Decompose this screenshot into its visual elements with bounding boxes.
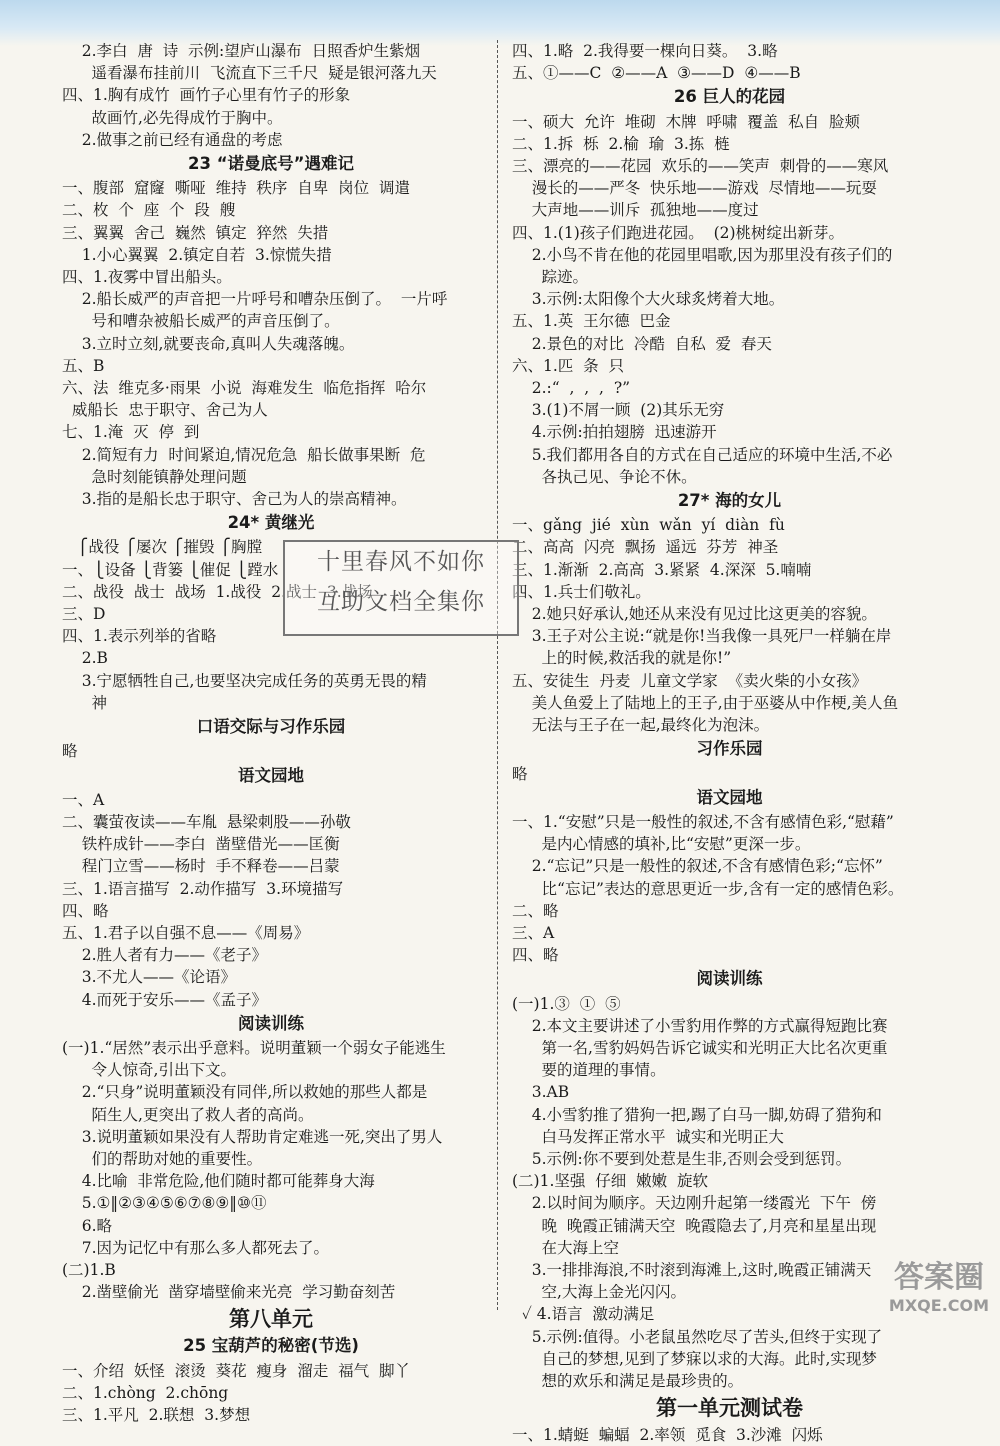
watermark-stamp	[283, 540, 519, 636]
section-heading: 26 巨人的花园	[673, 87, 786, 107]
section-heading: 第八单元	[229, 1307, 313, 1332]
answer-line: 三、1.平凡 2.联想 3.梦想	[62, 1405, 251, 1424]
answer-line: 4.而死于安乐——《孟子》	[62, 990, 267, 1009]
answer-line: 3.示例:太阳像个大火球炙烤着大地。	[512, 290, 785, 309]
answer-line: 5.示例:你不要到处惹是生非,否则会受到惩罚。	[512, 1149, 852, 1168]
answer-line: 5.①‖②③④⑤⑥⑦⑧⑨‖⑩⑪	[62, 1194, 267, 1213]
answer-line: 神	[62, 693, 108, 712]
answer-line: (二)1.坚强 仔细 嫩嫩 旋软	[512, 1172, 708, 1191]
site-logo	[884, 1260, 994, 1322]
answer-line: 2.做事之前已经有通盘的考虑	[62, 130, 283, 149]
answer-line: 无法与王子在一起,最终化为泡沫。	[512, 716, 770, 735]
answer-line: 2.“忘记”只是一般性的叙述,不含有感情色彩;“忘怀”	[512, 857, 883, 876]
answer-line: 3.说明董颖如果没有人帮助肯定难逃一死,突出了男人	[62, 1127, 443, 1146]
answer-line: 2.李白 唐 诗 示例:望庐山瀑布 日照香炉生紫烟	[62, 42, 421, 60]
answer-line: 5.示例:值得。小老鼠虽然吃尽了苦头,但终于实现了	[512, 1327, 883, 1346]
answer-line: 2.船长威严的声音把一片呼号和嘈杂压倒了。 一片呼	[62, 290, 448, 309]
answer-line: 二、略	[512, 901, 559, 920]
section-heading: 习作乐园	[696, 739, 763, 759]
section-heading: 25 宝葫芦的秘密(节选)	[183, 1336, 359, 1356]
answer-line: 程门立雪——杨时 手不释卷——吕蒙	[62, 857, 340, 876]
answer-line: 略	[62, 742, 78, 761]
answer-line: 是内心情感的填补,比“安慰”更深一步。	[512, 835, 811, 854]
answer-line: 一、腹部 窟窿 嘶哑 维持 秩序 自卑 岗位 调遣	[62, 179, 410, 198]
answer-line: (一)1.“居然”表示出乎意料。说明董颖一个弱女子能逃生	[62, 1038, 446, 1057]
answer-line: 们的帮助对她的重要性。	[62, 1149, 263, 1168]
answer-line: 三、漂亮的——花园 欢乐的——笑声 刺骨的——寒风	[512, 157, 889, 176]
answer-line: 令人惊奇,引出下文。	[62, 1061, 236, 1080]
answer-line: 2.简短有力 时间紧迫,情况危急 船长做事果断 危	[62, 445, 426, 464]
answer-line: 二、高高 闪亮 飘扬 遥远 芬芳 神圣	[512, 538, 779, 557]
answer-line: (二)1.B	[62, 1260, 116, 1279]
answer-line: 一、⎩设备 ⎩背篓 ⎩催促 ⎩蹚水	[62, 560, 279, 579]
answer-line: 比“忘记”表达的意思更近一步,含有一定的感情色彩。	[512, 879, 904, 898]
answer-line: 二、囊萤夜读——车胤 悬梁刺股——孙敬	[62, 812, 351, 831]
answer-line: 铁杵成针——李白 凿壁借光——匡衡	[62, 835, 340, 854]
answer-line: 3.一排排海浪,不时滚到海滩上,这时,晚霞正铺满天	[512, 1260, 872, 1279]
answer-line: 六、法 维克多·雨果 小说 海难发生 临危指挥 哈尔	[62, 379, 427, 398]
answer-line: 五、安徒生 丹麦 儿童文学家 《卖火柴的小女孩》	[512, 671, 868, 690]
answer-line: 三、1.语言描写 2.动作描写 3.环境描写	[62, 879, 344, 898]
answer-line: 2.景色的对比 冷酷 自私 爱 春天	[512, 334, 772, 353]
answer-line: 第一名,雪豹妈妈告诉它诚实和光明正大比名次更重	[512, 1038, 888, 1057]
answer-line: 白马发挥正常水平 诚实和光明正大	[512, 1127, 784, 1146]
answer-line: 三、D	[62, 605, 106, 624]
answer-line: 一、1.“安慰”只是一般性的叙述,不含有感情色彩,“慰藉”	[512, 812, 894, 831]
answer-line: 三、A	[512, 923, 555, 942]
answer-line: 五、①——C ②——A ③——D ④——B	[512, 64, 801, 83]
answer-line: 二、枚 个 座 个 段 艘	[62, 201, 236, 220]
answer-line: 遥看瀑布挂前川 飞流直下三千尺 疑是银河落九天	[62, 64, 437, 83]
answer-line: 大声地——训斥 孤独地——度过	[512, 201, 759, 220]
answer-line: 要的道理的事情。	[512, 1061, 666, 1080]
logo-text: 答案圈	[894, 1260, 984, 1295]
answer-line: 四、1.胸有成竹 画竹子心里有竹子的形象	[62, 86, 351, 105]
answer-line: 四、1.夜雾中冒出船头。	[62, 268, 232, 287]
answer-line: 号和嘈杂被船长威严的声音压倒了。	[62, 312, 340, 331]
answer-line: 二、1.拆 栎 2.榆 瑜 3.拣 梿	[512, 134, 730, 153]
answer-line: 五、1.英 王尔德 巴金	[512, 312, 671, 331]
answer-line: 7.因为记忆中有那么多人都死去了。	[62, 1238, 329, 1257]
answer-line: 空,大海上金光闪闪。	[512, 1283, 686, 1302]
answer-line: 五、1.君子以自强不息——《周易》	[62, 923, 310, 942]
logo-url: MXQE.COM	[888, 1296, 990, 1315]
section-heading: 语文园地	[238, 765, 304, 785]
answer-line: 四、略	[62, 901, 109, 920]
section-heading: 语文园地	[696, 787, 763, 807]
answer-line: 想的欢乐和满足是最珍贵的。	[512, 1371, 744, 1390]
answer-line: 二、1.chòng 2.chōng	[62, 1383, 229, 1402]
section-heading: 阅读训练	[238, 1013, 304, 1033]
answer-line: 威船长 忠于职守、舍己为人	[62, 401, 268, 420]
answer-line: 陌生人,更突出了救人者的高尚。	[62, 1105, 314, 1124]
answer-line: 晚 晚霞正铺满天空 晚霞隐去了,月亮和星星出现	[512, 1216, 877, 1235]
answer-line: 急时刻能镇静处理问题	[62, 467, 247, 486]
answer-line: 上的时候,救活我的就是你!”	[512, 649, 732, 668]
answer-line: 2.B	[62, 649, 108, 668]
left-answer-column	[62, 40, 480, 1426]
answer-line: 3.王子对公主说:“就是你!当我像一具死尸一样躺在岸	[512, 627, 892, 646]
answer-line: 2.本文主要讲述了小雪豹用作弊的方式赢得短跑比赛	[512, 1016, 888, 1035]
watermark-line-1: 十里春风不如你	[317, 549, 485, 575]
answer-line: 2.凿壁偷光 凿穿墙壁偷来光亮 学习勤奋刻苦	[62, 1283, 396, 1302]
answer-line: 一、1.蜻蜓 蝙蝠 2.率领 觅食 3.沙滩 闪烁	[512, 1426, 823, 1445]
answer-line: 一、gǎng jié xùn wǎn yí diàn fù	[512, 516, 785, 535]
answer-line: 2.小鸟不肯在他的花园里唱歌,因为那里没有孩子们的	[512, 245, 893, 264]
answer-line: ✓ 4.语言 激动满足	[512, 1305, 655, 1324]
answer-line: 一、A	[62, 790, 105, 809]
answer-line: 四、1.表示列举的省略	[62, 627, 217, 646]
answer-line: 一、硕大 允许 堆砌 木牌 呼啸 覆盖 私自 脸颊	[512, 112, 860, 131]
right-answer-column	[512, 40, 947, 1446]
answer-line: 4.小雪豹推了猎狗一把,踢了白马一脚,妨碍了猎狗和	[512, 1105, 882, 1124]
answer-line: 故画竹,必先得成竹于胸中。	[62, 108, 283, 127]
answer-line: 2.“只身”说明董颖没有同伴,所以救她的那些人都是	[62, 1083, 428, 1102]
answer-line: 漫长的——严冬 快乐地——游戏 尽情地——玩耍	[512, 179, 877, 198]
answer-line: 6.略	[62, 1216, 112, 1235]
section-heading: 口语交际与习作乐园	[196, 717, 346, 737]
answer-line: 七、1.淹 灭 停 到	[62, 423, 200, 442]
answer-line: 3.宁愿牺牲自己,也要坚决完成任务的英勇无畏的精	[62, 671, 427, 690]
answer-line: 2.:“ , , , ?”	[512, 379, 631, 398]
answer-line: 3.立时立刻,就要丧命,真叫人失魂落魄。	[62, 334, 355, 353]
section-heading: 27* 海的女儿	[677, 491, 782, 511]
answer-line: 五、B	[62, 356, 105, 375]
answer-line: 四、1.略 2.我得要一棵向日葵。 3.略	[512, 42, 778, 60]
section-heading: 第一单元测试卷	[656, 1396, 803, 1421]
answer-line: 四、略	[512, 946, 559, 965]
answer-line: 三、翼翼 舍己 巍然 镇定 猝然 失措	[62, 223, 329, 242]
answer-line: 5.我们都用各自的方式在自己适应的环境中生活,不必	[512, 445, 893, 464]
answer-line: 3.(1)不屑一顾 (2)其乐无穷	[512, 401, 725, 420]
watermark-line-2: 互助文档全集你	[317, 589, 485, 615]
answer-line: 在大海上空	[512, 1238, 620, 1257]
answer-line: 自己的梦想,见到了梦寐以求的大海。此时,实现梦	[512, 1349, 877, 1368]
answer-line: 各执己见、争论不休。	[512, 467, 697, 486]
section-heading: 阅读训练	[696, 969, 763, 989]
answer-line: 3.不尤人——《论语》	[62, 968, 236, 987]
answer-line: 2.胜人者有力——《老子》	[62, 946, 267, 965]
answer-line: 六、1.匹 条 只	[512, 356, 624, 375]
answer-line: 二、战役 战士 战场 1.战役 2.战士 3.战场	[62, 582, 373, 601]
answer-line: 略	[512, 764, 528, 783]
answer-line: 4.示例:拍拍翅膀 迅速游开	[512, 423, 717, 442]
answer-line: 三、1.渐渐 2.高高 3.紧紧 4.深深 5.喃喃	[512, 560, 812, 579]
answer-line: 一、介绍 妖怪 滚烫 葵花 瘦身 溜走 福气 脚丫	[62, 1361, 410, 1380]
answer-line: 美人鱼爱上了陆地上的王子,由于巫婆从中作梗,美人鱼	[512, 693, 899, 712]
answer-line: 3.AB	[512, 1083, 570, 1102]
answer-line: 2.以时间为顺序。天边刚升起第一缕霞光 下午 傍	[512, 1194, 877, 1213]
column-divider	[497, 40, 498, 1310]
answer-line: ⎧战役 ⎧屡次 ⎧摧毁 ⎧胸膛	[62, 538, 263, 557]
answer-line: (一)1.③ ① ⑤	[512, 994, 621, 1013]
section-heading: 23 “诺曼底号”遇难记	[188, 154, 354, 174]
answer-line: 踪迹。	[512, 268, 589, 287]
answer-line: 2.她只好承认,她还从来没有见过比这更美的容貌。	[512, 605, 877, 624]
answer-line: 3.指的是船长忠于职守、舍己为人的崇高精神。	[62, 490, 407, 509]
answer-line: 1.小心翼翼 2.镇定自若 3.惊慌失措	[62, 245, 332, 264]
answer-line: 4.比喻 非常危险,他们随时都可能葬身大海	[62, 1172, 375, 1191]
answer-line: 四、1.兵士们敬礼。	[512, 582, 651, 601]
answer-line: 四、1.(1)孩子们跑进花园。 (2)桃树绽出新芽。	[512, 223, 845, 242]
section-heading: 24* 黄继光	[227, 513, 315, 533]
